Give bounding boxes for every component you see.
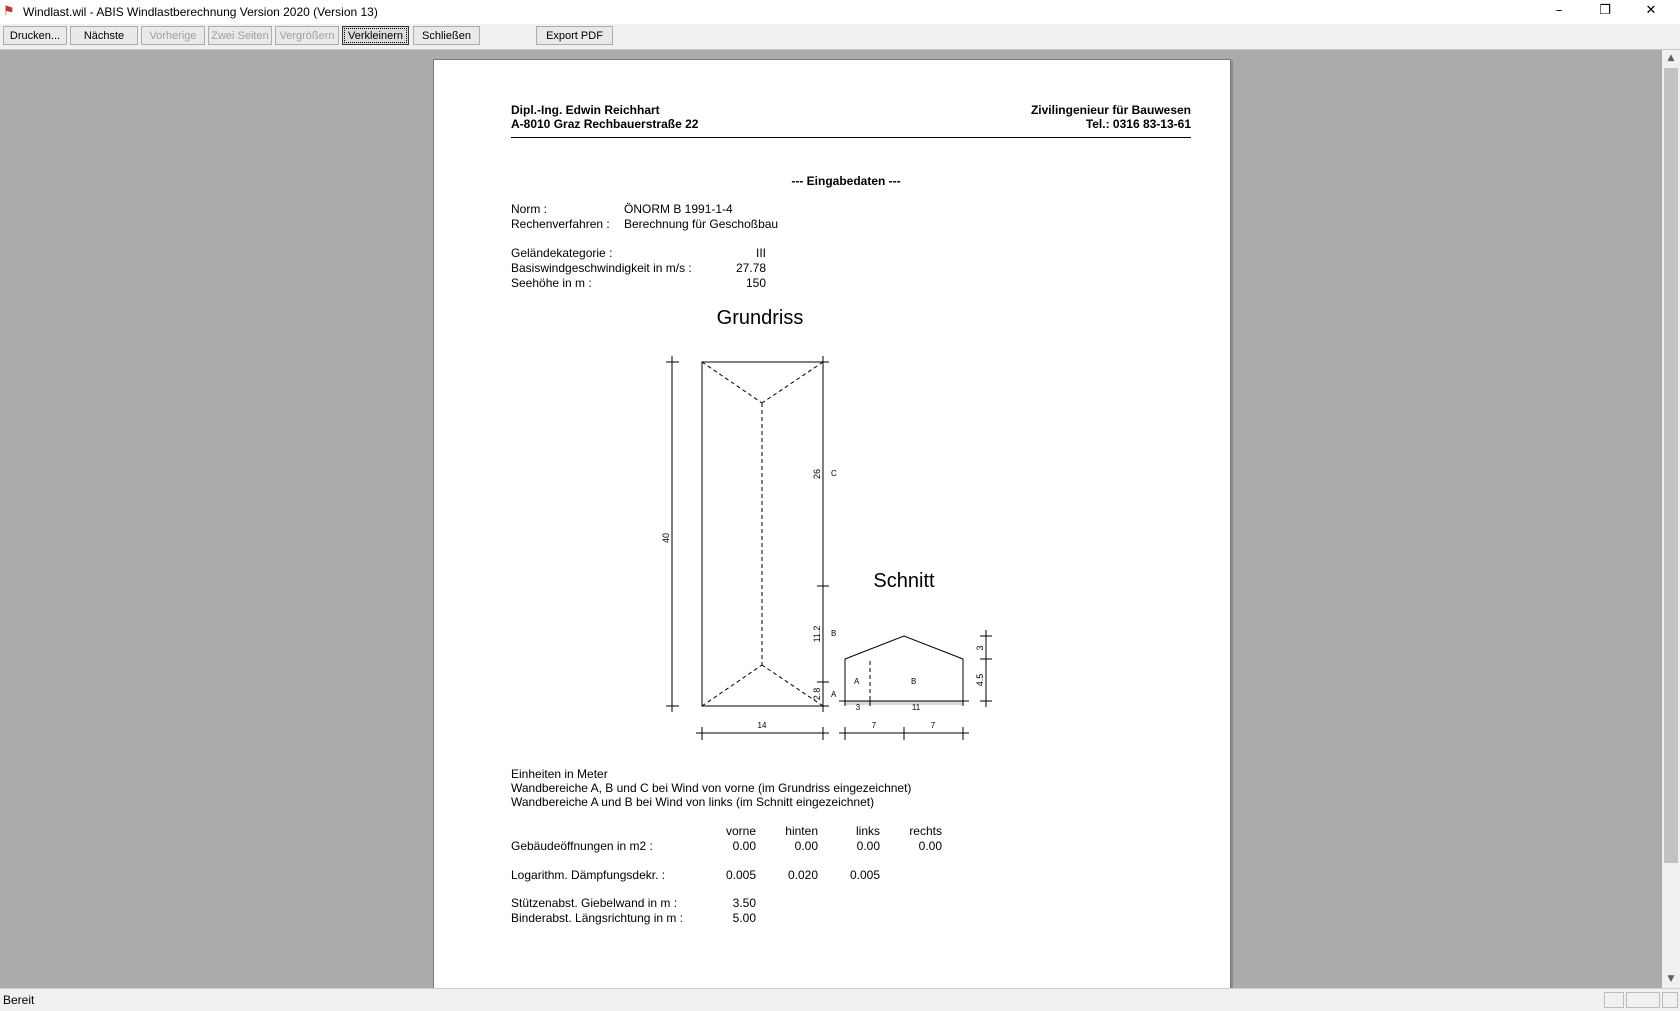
plan-zone-a: A xyxy=(831,690,837,699)
two-pages-button[interactable]: Zwei Seiten xyxy=(208,26,272,45)
zoom-out-button[interactable]: Verkleinern xyxy=(342,26,409,45)
preview-area[interactable] xyxy=(0,50,1662,988)
section-height-dimension xyxy=(980,630,992,707)
plan-ridge-lines xyxy=(702,362,823,706)
export-pdf-button[interactable]: Export PDF xyxy=(536,26,613,45)
next-page-button[interactable]: Nächste xyxy=(70,26,138,45)
plan-zone-b: B xyxy=(831,629,837,638)
plan-length-label: 40 xyxy=(661,532,671,544)
author-name: Dipl.-Ing. Edwin Reichhart xyxy=(511,103,660,117)
damping-left: 0.005 xyxy=(849,868,880,882)
damping-label: Logarithm. Dämpfungsdekr. : xyxy=(511,868,666,882)
app-icon: ⚑ xyxy=(3,4,15,19)
status-text: Bereit xyxy=(3,993,35,1007)
title-bar xyxy=(0,0,1680,24)
section-drawing-title: Schnitt xyxy=(873,570,935,592)
openings-label: Gebäudeöffnungen in m2 : xyxy=(511,839,653,853)
window-title: Windlast.wil - ABIS Windlastberechnung Version 2020 (Version 13) xyxy=(23,5,378,19)
col-header-right: rechts xyxy=(909,824,942,838)
method-label: Rechenverfahren : xyxy=(511,217,610,231)
note-plan-zones: Wandbereiche A, B und C bei Wind von vorne (im Grundriss eingezeichnet) xyxy=(511,781,912,795)
openings-right: 0.00 xyxy=(918,839,942,853)
norm-value: ÖNORM B 1991-1-4 xyxy=(624,202,733,216)
toolbar xyxy=(0,24,1680,50)
col-header-back: hinten xyxy=(785,824,818,838)
status-pane-1 xyxy=(1604,992,1624,1008)
author-profession: Zivilingenieur für Bauwesen xyxy=(1030,103,1191,117)
plan-zone-dimensions xyxy=(817,356,829,712)
plan-dim-b-label: 11.2 xyxy=(812,625,822,643)
plan-dim-a-label: 2.8 xyxy=(812,687,822,701)
openings-left: 0.00 xyxy=(856,839,880,853)
author-phone: Tel.: 0316 83-13-61 xyxy=(1085,117,1191,131)
windspeed-value: 27.78 xyxy=(735,261,766,275)
zoom-in-button[interactable]: Vergrößern xyxy=(275,26,339,45)
author-address: A-8010 Graz Rechbauerstraße 22 xyxy=(511,117,699,131)
plan-zone-c: C xyxy=(831,469,837,478)
print-page xyxy=(433,59,1231,988)
plan-dim-c-label: 26 xyxy=(812,468,822,480)
section-roof-height-label: 3 xyxy=(975,645,985,651)
terrain-label: Geländekategorie : xyxy=(511,246,613,260)
column-spacing-label: Stützenabst. Giebelwand in m : xyxy=(511,896,678,910)
column-spacing-value: 3.50 xyxy=(732,896,756,910)
section-ground xyxy=(845,701,963,705)
vertical-scrollbar[interactable] xyxy=(1662,50,1680,988)
section-outline xyxy=(845,636,963,701)
status-pane-2 xyxy=(1626,992,1660,1008)
section-dim-a-label: 3 xyxy=(855,703,861,712)
section-dim-right-label: 7 xyxy=(930,721,936,730)
previous-page-button[interactable]: Vorherige xyxy=(141,26,205,45)
scroll-thumb[interactable] xyxy=(1664,68,1678,863)
scroll-up-arrow-icon[interactable]: ▲ xyxy=(1667,53,1675,63)
norm-label: Norm : xyxy=(511,202,547,216)
altitude-value: 150 xyxy=(745,276,766,290)
col-header-front: vorne xyxy=(725,824,756,838)
status-bar xyxy=(0,988,1680,1011)
section-zone-a: A xyxy=(854,677,860,686)
truss-spacing-value: 5.00 xyxy=(732,911,756,925)
note-units: Einheiten in Meter xyxy=(511,767,608,781)
windspeed-label: Basiswindgeschwindigkeit in m/s : xyxy=(511,261,692,275)
note-section-zones: Wandbereiche A und B bei Wind von links (im Schnitt eingezeichnet) xyxy=(511,795,875,809)
section-width-dimension xyxy=(839,727,969,740)
truss-spacing-label: Binderabst. Längsrichtung in m : xyxy=(511,911,684,925)
scroll-down-arrow-icon[interactable]: ▼ xyxy=(1667,974,1675,984)
damping-back: 0.020 xyxy=(787,868,818,882)
section-dim-b-label: 11 xyxy=(911,703,921,712)
section-dim-left-label: 7 xyxy=(871,721,877,730)
damping-front: 0.005 xyxy=(725,868,756,882)
status-pane-3 xyxy=(1662,992,1678,1008)
openings-back: 0.00 xyxy=(794,839,818,853)
col-header-left: links xyxy=(855,824,880,838)
restore-button[interactable]: ❐ xyxy=(1599,3,1611,18)
close-preview-button[interactable]: Schließen xyxy=(413,26,480,45)
altitude-label: Seehöhe in m : xyxy=(511,276,592,290)
section-zone-b: B xyxy=(911,677,917,686)
print-button[interactable]: Drucken... xyxy=(3,26,67,45)
section-title: --- Eingabedaten --- xyxy=(791,174,901,188)
openings-front: 0.00 xyxy=(732,839,756,853)
section-wall-height-label: 4.5 xyxy=(975,673,985,687)
method-value: Berechnung für Geschoßbau xyxy=(624,217,779,231)
plan-width-label: 14 xyxy=(757,721,767,730)
terrain-value: III xyxy=(755,246,766,260)
close-window-button[interactable]: ✕ xyxy=(1645,3,1657,18)
minimize-button[interactable]: – xyxy=(1555,3,1563,18)
plan-title: Grundriss xyxy=(716,307,804,329)
